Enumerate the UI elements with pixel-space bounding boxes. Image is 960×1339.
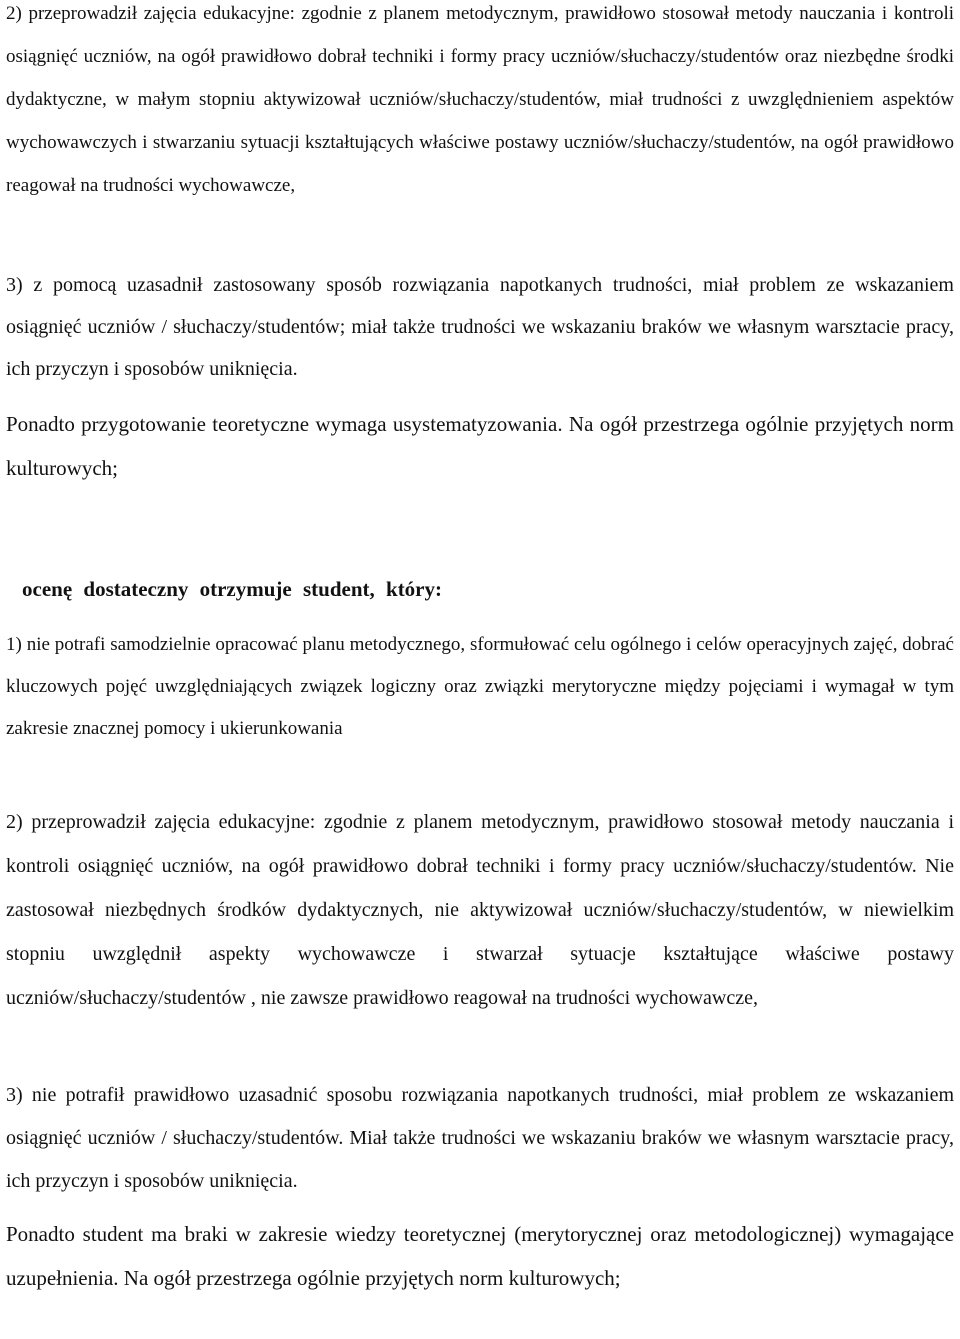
paragraph-point-2-conducted-classes: 2) przeprowadził zajęcia edukacyjne: zgodnie z planem metodycznym, prawidłowo stosował metody nauczania i kontroli osiągnięć uczniów, na ogół prawidłowo dobrał techniki i formy pracy uczniów/słuchaczy/studentów oraz niezbędne środki dydaktyczne, w małym stopniu aktywizował uczniów/słuchaczy/studentów, miał trudności z uwzględnieniem aspektów wychowawczych i stwarzaniu sytuacji kształtujących właściwe postawy uczniów/słuchaczy/studentów, na ogół prawidłowo reagował na trudności wychowawcze,	[6, 3, 954, 196]
paragraph-theory-summary-dostateczny: Ponadto student ma braki w zakresie wiedzy teoretycznej (merytorycznej oraz metodologicznej) wymagające uzupełnienia. Na ogół przestrzega ogólnie przyjętych norm kulturowych;	[6, 1222, 954, 1290]
paragraph-point-3-justification-dostateczny: 3) nie potrafił prawidłowo uzasadnić sposobu rozwiązania napotkanych trudności, miał problem ze wskazaniem osiągnięć uczniów / słuchaczy/studentów. Miał także trudności we wskazaniu braków we własnym warsztacie pracy, ich przyczyn i sposobów uniknięcia.	[6, 1084, 954, 1192]
paragraph-theory-summary: Ponadto przygotowanie teoretyczne wymaga usystematyzowania. Na ogół przestrzega ogólnie przyjętych norm kulturowych;	[6, 412, 954, 480]
paragraph-point-1-planning: 1) nie potrafi samodzielnie opracować planu metodycznego, sformułować celu ogólnego i celów operacyjnych zajęć, dobrać kluczowych pojęć uwzględniających związek logiczny oraz związki merytoryczne między pojęciami i wymagał w tym zakresie znacznej pomocy i ukierunkowania	[6, 634, 954, 739]
paragraph-point-3-justification: 3) z pomocą uzasadnił zastosowany sposób rozwiązania napotkanych trudności, miał problem ze wskazaniem osiągnięć uczniów / słuchaczy/studentów; miał także trudności we wskazaniu braków we własnym warsztacie pracy, ich przyczyn i sposobów uniknięcia.	[6, 274, 954, 380]
grade-heading-dostateczny: ocenę dostateczny otrzymuje student, który:	[22, 577, 442, 601]
paragraph-point-2-conducted-classes-dostateczny: 2) przeprowadził zajęcia edukacyjne: zgodnie z planem metodycznym, prawidłowo stosował metody nauczania i kontroli osiągnięć uczniów, na ogół prawidłowo dobrał techniki i formy pracy uczniów/słuchaczy/studentów. Nie zastosował niezbędnych środków dydaktycznych, nie aktywizował uczniów/słuchaczy/studentów, w niewielkim stopniu uwzględnił aspekty wychowawcze i stwarzał sytuacje kształtujące właściwe postawy uczniów/słuchaczy/studentów , nie zawsze prawidłowo reagował na trudności wychowawcze,	[6, 811, 954, 1009]
